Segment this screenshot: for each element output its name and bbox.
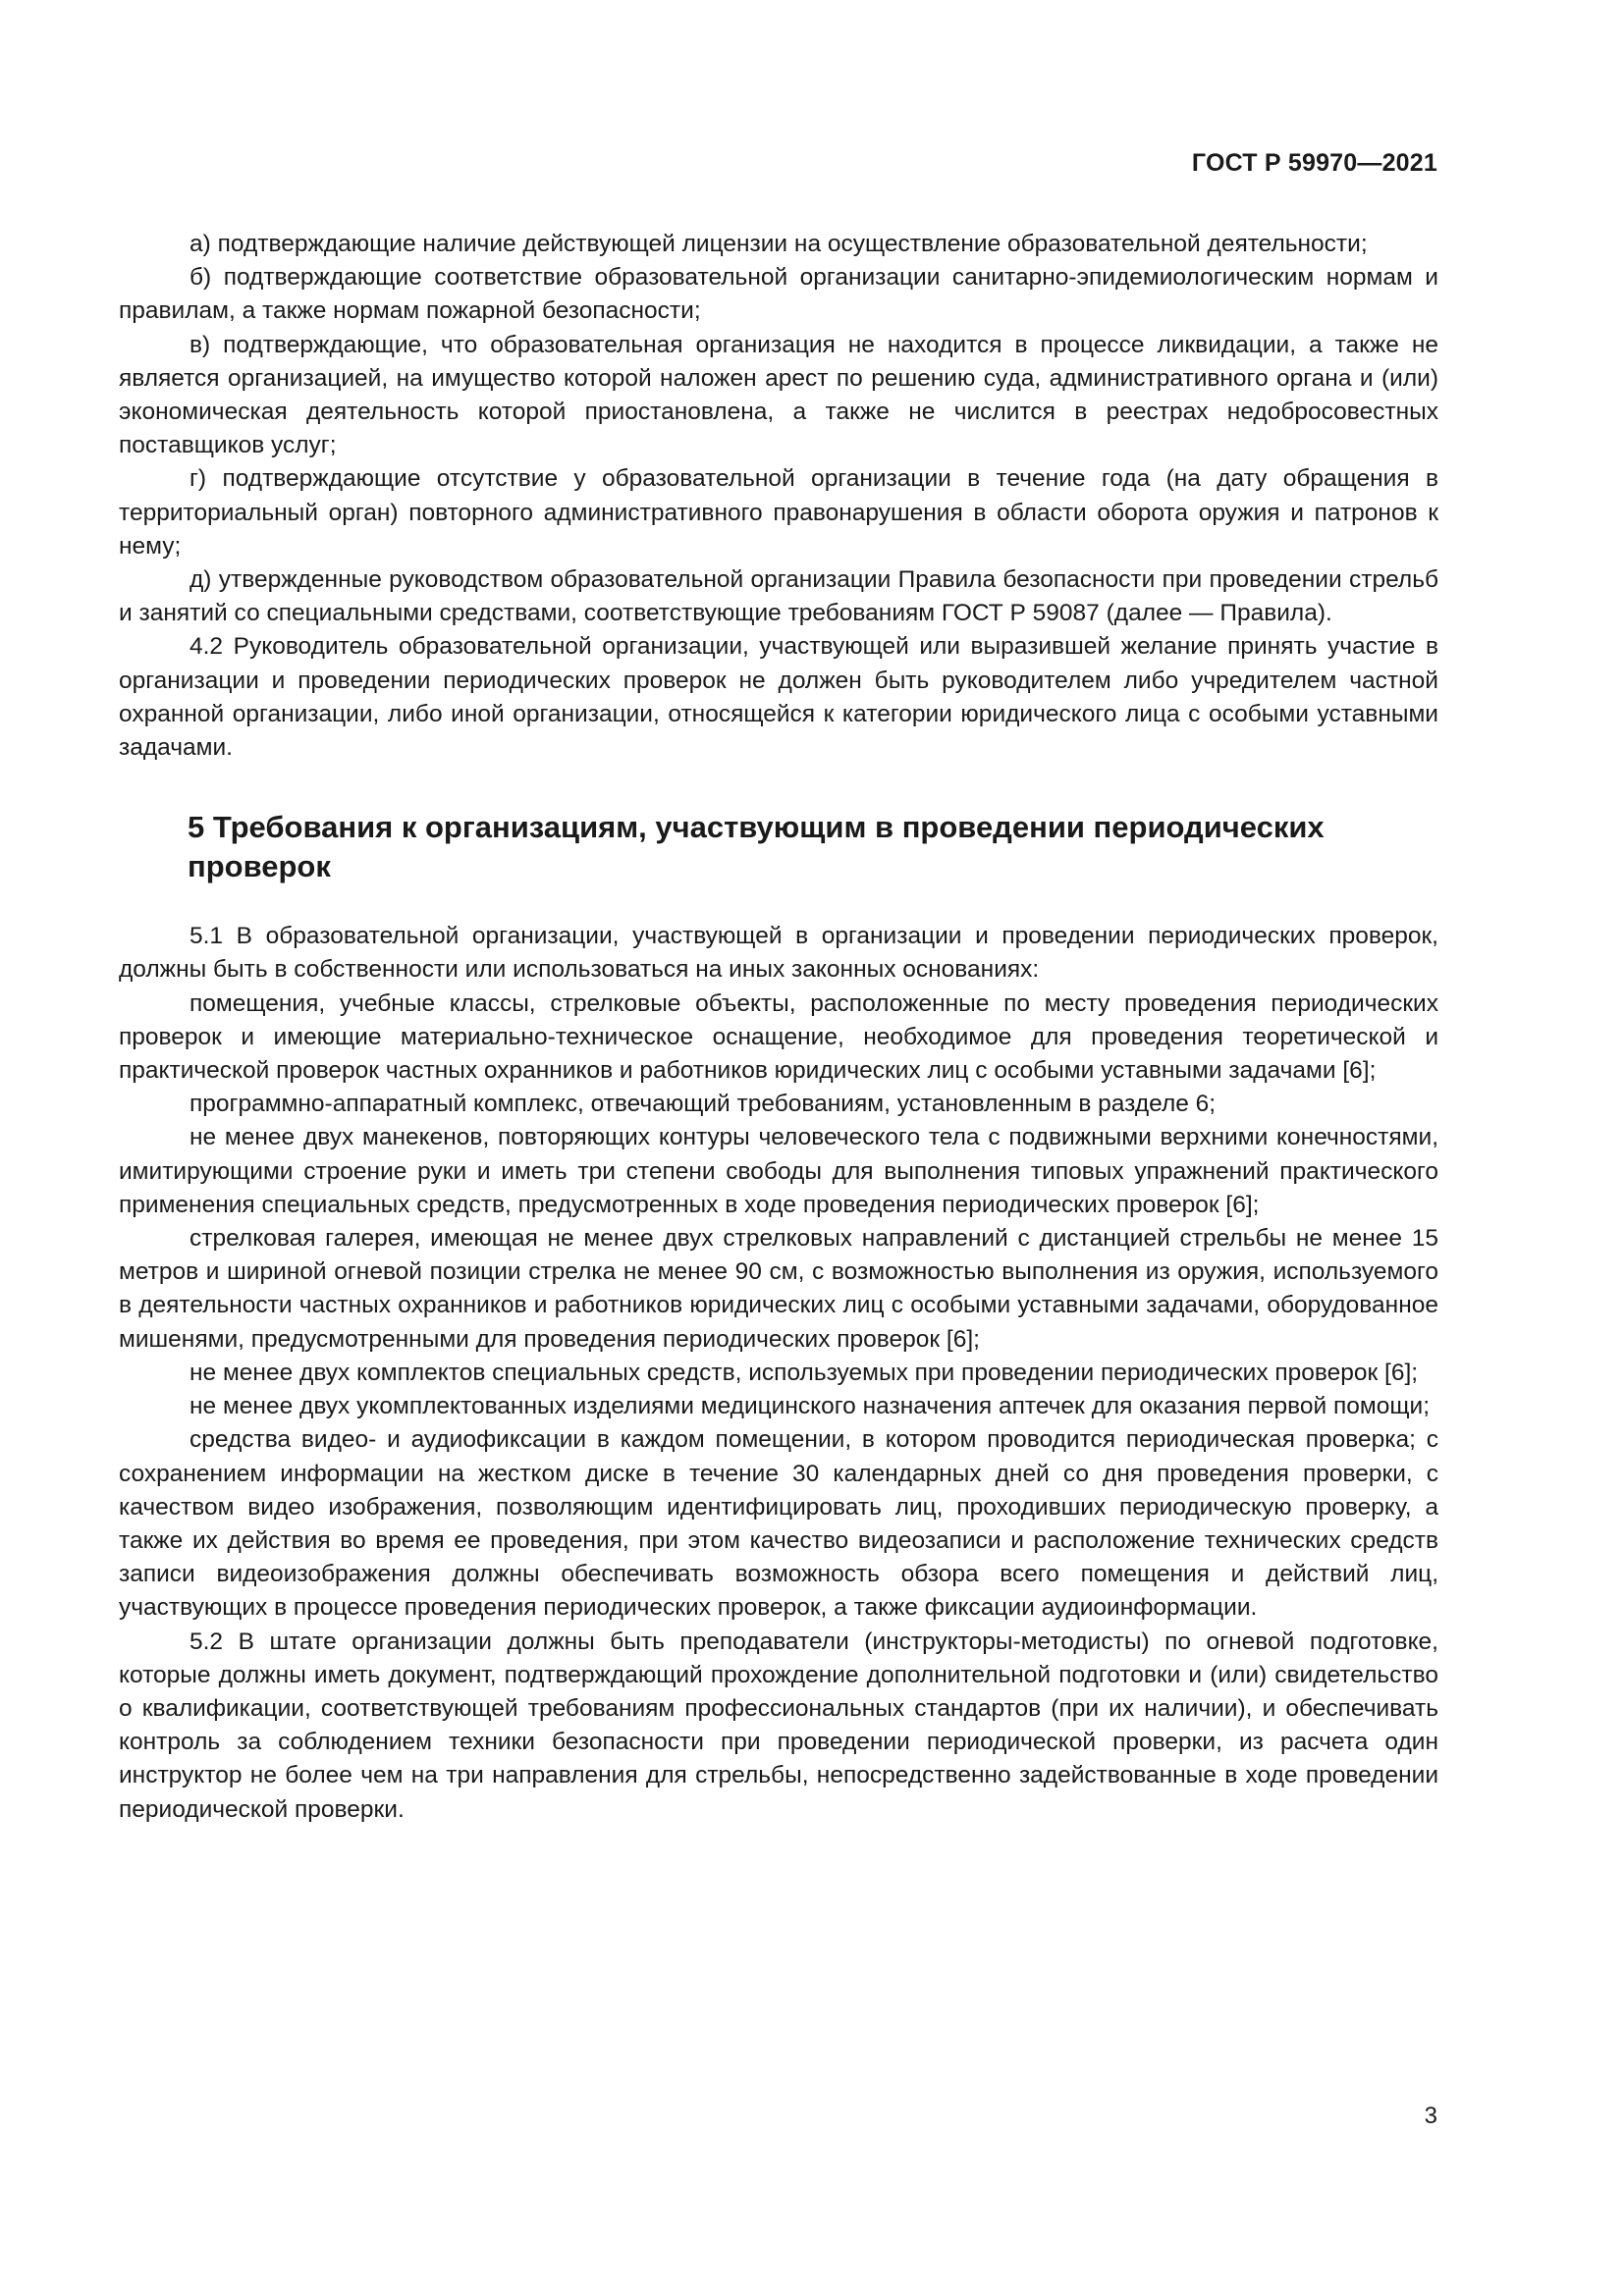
list-item-d: д) утвержденные руководством образовательной организации Правила безопасности при проведении стрельб и занятий со специальными средствами, соответствующие требованиям ГОСТ Р 59087 (далее — Правила). <box>119 566 1438 627</box>
page-number: 3 <box>1424 2103 1437 2129</box>
standard-code: ГОСТ Р 59970—2021 <box>1191 149 1437 177</box>
list-item-g: г) подтверждающие отсутствие у образовательной организации в течение года (на дату обращения в территориальный орган) повторного административного правонарушения в области оборота оружия и патронов к нему; <box>119 465 1438 560</box>
clause-5-2: 5.2 В штате организации должны быть преподаватели (инструкторы-методисты) по огневой подготовке, которые должны иметь документ, подтверждающий прохождение дополнительной подготовки и (или) свидетельство о квалификации, соответствующей требованиям профессиональных стандартов (при их наличии), и обеспечивать контроль за соблюдением техники безопасности при проведении периодической проверки, из расчета один инструктор не более чем на три направления для стрельбы, непосредственно задействованные в ходе проведении периодической проверки. <box>119 1628 1438 1823</box>
clause-4-2: 4.2 Руководитель образовательной организации, участвующей или выразившей желание принять участие в организации и проведении периодических проверок не должен быть руководителем либо учредителем частной охранной организации, либо иной организации, относящейся к категории юридического лица с особыми уставными задачами. <box>119 633 1438 762</box>
page-content <box>119 228 1438 1827</box>
requirement-first-aid-kits: не менее двух укомплектованных изделиями медицинского назначения аптечек для оказания первой помощи; <box>189 1393 1431 1420</box>
requirement-mannequins: не менее двух манекенов, повторяющих контуры человеческого тела с подвижными верхними конечностями, имитирующими строение руки и иметь три степени свободы для выполнения типовых упражнений практического применения специальных средств, предусмотренных в ходе проведения периодических проверок [6]; <box>119 1124 1438 1218</box>
requirement-premises: помещения, учебные классы, стрелковые объекты, расположенные по месту проведения периодических проверок и имеющие материально-техническое оснащение, необходимое для проведения теоретической и практической проверок частных охранников и работников юридических лиц с особыми уставными задачами [6]; <box>119 989 1438 1085</box>
requirement-software-complex: программно-аппаратный комплекс, отвечающий требованиям, установленным в разделе 6; <box>189 1091 1217 1118</box>
requirement-shooting-gallery: стрелковая галерея, имеющая не менее двух стрелковых направлений с дистанцией стрельбы не менее 15 метров и шириной огневой позиции стрелка не менее 90 см, с возможностью выполнения из оружия, используемого в деятельности частных охранников и работников юридических лиц с особыми уставными задачами, оборудованное мишенями, предусмотренными для проведения периодических проверок [6]; <box>119 1225 1438 1353</box>
section-5-heading: 5 Требования к организациям, участвующим в проведении периодических проверок <box>188 810 1325 884</box>
list-item-v: в) подтверждающие, что образовательная организация не находится в процессе ликвидации, а также не является организацией, на имущество которой наложен арест по решению суда, административного органа и (или) экономическая деятельность которой приостановлена, а также не числится в реестрах недобросовестных поставщиков услуг; <box>119 331 1438 459</box>
list-item-b: б) подтверждающие соответствие образовательной организации санитарно-эпидемиологическим нормам и правилам, а также нормам пожарной безопасности; <box>119 264 1438 325</box>
list-item-a: а) подтверждающие наличие действующей лицензии на осуществление образовательной деятельности; <box>189 231 1368 257</box>
requirement-special-means: не менее двух комплектов специальных средств, используемых при проведении периодических проверок [6]; <box>189 1359 1419 1386</box>
requirement-video-audio: средства видео- и аудиофиксации в каждом помещении, в котором проводится периодическая проверка; с сохранением информации на жестком диске в течение 30 календарных дней со дня проведения проверки, с качеством видео изображения, позволяющим идентифицировать лиц, проходивших периодическую проверку, а также их действия во время ее проведения, при этом качество видеозаписи и расположение технических средств записи видеоизображения должны обеспечивать возможность обзора всего помещения и действий лиц, участвующих в процессе проведения периодических проверок, а также фиксации аудиоинформации. <box>119 1426 1438 1622</box>
clause-5-1: 5.1 В образовательной организации, участвующей в организации и проведении периодических проверок, должны быть в собственности или использоваться на иных законных основаниях: <box>119 923 1438 984</box>
